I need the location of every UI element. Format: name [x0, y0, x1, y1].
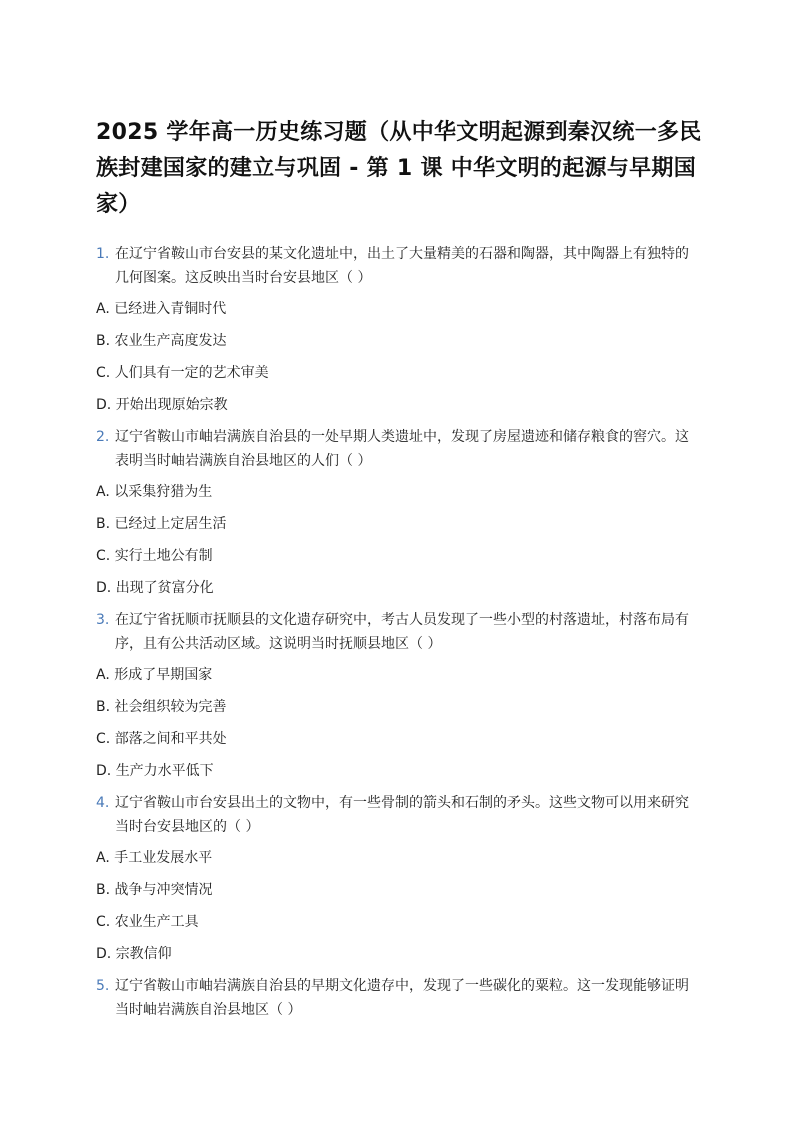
- option-text: 已经进入青铜时代: [114, 301, 227, 317]
- option-letter: C.: [96, 731, 111, 747]
- answer-option: [96, 663, 696, 687]
- answer-option: [96, 727, 696, 751]
- answer-option: [96, 846, 696, 870]
- answer-option: [96, 759, 696, 783]
- answer-option: [96, 329, 696, 353]
- question-number: 2.: [96, 429, 110, 445]
- question-text: 在辽宁省鞍山市台安县的某文化遗址中，出土了大量精美的石器和陶器，其中陶器上有独特的几何图案。这反映出当时台安县地区（ ）: [115, 246, 689, 286]
- option-text: 形成了早期国家: [114, 667, 213, 683]
- option-letter: D.: [96, 946, 112, 962]
- answer-option: [96, 576, 696, 600]
- option-text: 出现了贫富分化: [115, 580, 214, 596]
- option-letter: D.: [96, 397, 112, 413]
- option-letter: B.: [96, 882, 111, 898]
- option-letter: D.: [96, 580, 112, 596]
- option-text: 手工业发展水平: [114, 850, 213, 866]
- question-stem: [96, 974, 696, 1022]
- option-text: 以采集狩猎为生: [114, 484, 213, 500]
- option-text: 生产力水平低下: [115, 763, 214, 779]
- option-text: 战争与冲突情况: [114, 882, 213, 898]
- answer-option: [96, 544, 696, 568]
- option-letter: A.: [96, 301, 110, 317]
- answer-option: [96, 942, 696, 966]
- question-stem: [96, 242, 696, 290]
- option-text: 实行土地公有制: [114, 548, 213, 564]
- option-text: 农业生产工具: [114, 914, 199, 930]
- question-number: 3.: [96, 612, 110, 628]
- option-letter: C.: [96, 548, 111, 564]
- answer-option: [96, 297, 696, 321]
- answer-option: [96, 512, 696, 536]
- question-number: 1.: [96, 246, 110, 262]
- document-title: 2025 学年高一历史练习题（从中华文明起源到秦汉统一多民族封建国家的建立与巩固 - 第 1 课 中华文明的起源与早期国家）: [96, 120, 702, 217]
- question-text: 辽宁省鞍山市岫岩满族自治县的早期文化遗存中，发现了一些碳化的粟粒。这一发现能够证明当时岫岩满族自治县地区（ ）: [115, 978, 689, 1018]
- option-letter: C.: [96, 365, 111, 381]
- option-text: 已经过上定居生活: [114, 516, 227, 532]
- answer-option: [96, 480, 696, 504]
- answer-option: [96, 878, 696, 902]
- option-letter: B.: [96, 699, 111, 715]
- answer-option: [96, 910, 696, 934]
- option-text: 农业生产高度发达: [114, 333, 227, 349]
- option-letter: A.: [96, 850, 110, 866]
- option-text: 宗教信仰: [115, 946, 172, 962]
- question-stem: [96, 608, 696, 656]
- option-letter: B.: [96, 516, 111, 532]
- option-letter: A.: [96, 667, 110, 683]
- question-text: 辽宁省鞍山市岫岩满族自治县的一处早期人类遗址中，发现了房屋遗迹和储存粮食的窖穴。这表明当时岫岩满族自治县地区的人们（ ）: [115, 429, 689, 469]
- option-text: 社会组织较为完善: [114, 699, 227, 715]
- question-stem: [96, 425, 696, 473]
- option-text: 开始出现原始宗教: [115, 397, 228, 413]
- option-text: 人们具有一定的艺术审美: [114, 365, 269, 381]
- answer-option: [96, 695, 696, 719]
- question-number: 5.: [96, 978, 110, 994]
- option-letter: C.: [96, 914, 111, 930]
- answer-option: [96, 393, 696, 417]
- option-letter: A.: [96, 484, 110, 500]
- question-text: 在辽宁省抚顺市抚顺县的文化遗存研究中，考古人员发现了一些小型的村落遗址，村落布局有序，且有公共活动区域。这说明当时抚顺县地区（ ）: [115, 612, 689, 652]
- option-letter: D.: [96, 763, 112, 779]
- question-text: 辽宁省鞍山市台安县出土的文物中，有一些骨制的箭头和石制的矛头。这些文物可以用来研究当时台安县地区的（ ）: [115, 795, 689, 835]
- question-list: [96, 242, 696, 1029]
- option-text: 部落之间和平共处: [114, 731, 227, 747]
- option-letter: B.: [96, 333, 111, 349]
- question-stem: [96, 791, 696, 839]
- question-number: 4.: [96, 795, 110, 811]
- answer-option: [96, 361, 696, 385]
